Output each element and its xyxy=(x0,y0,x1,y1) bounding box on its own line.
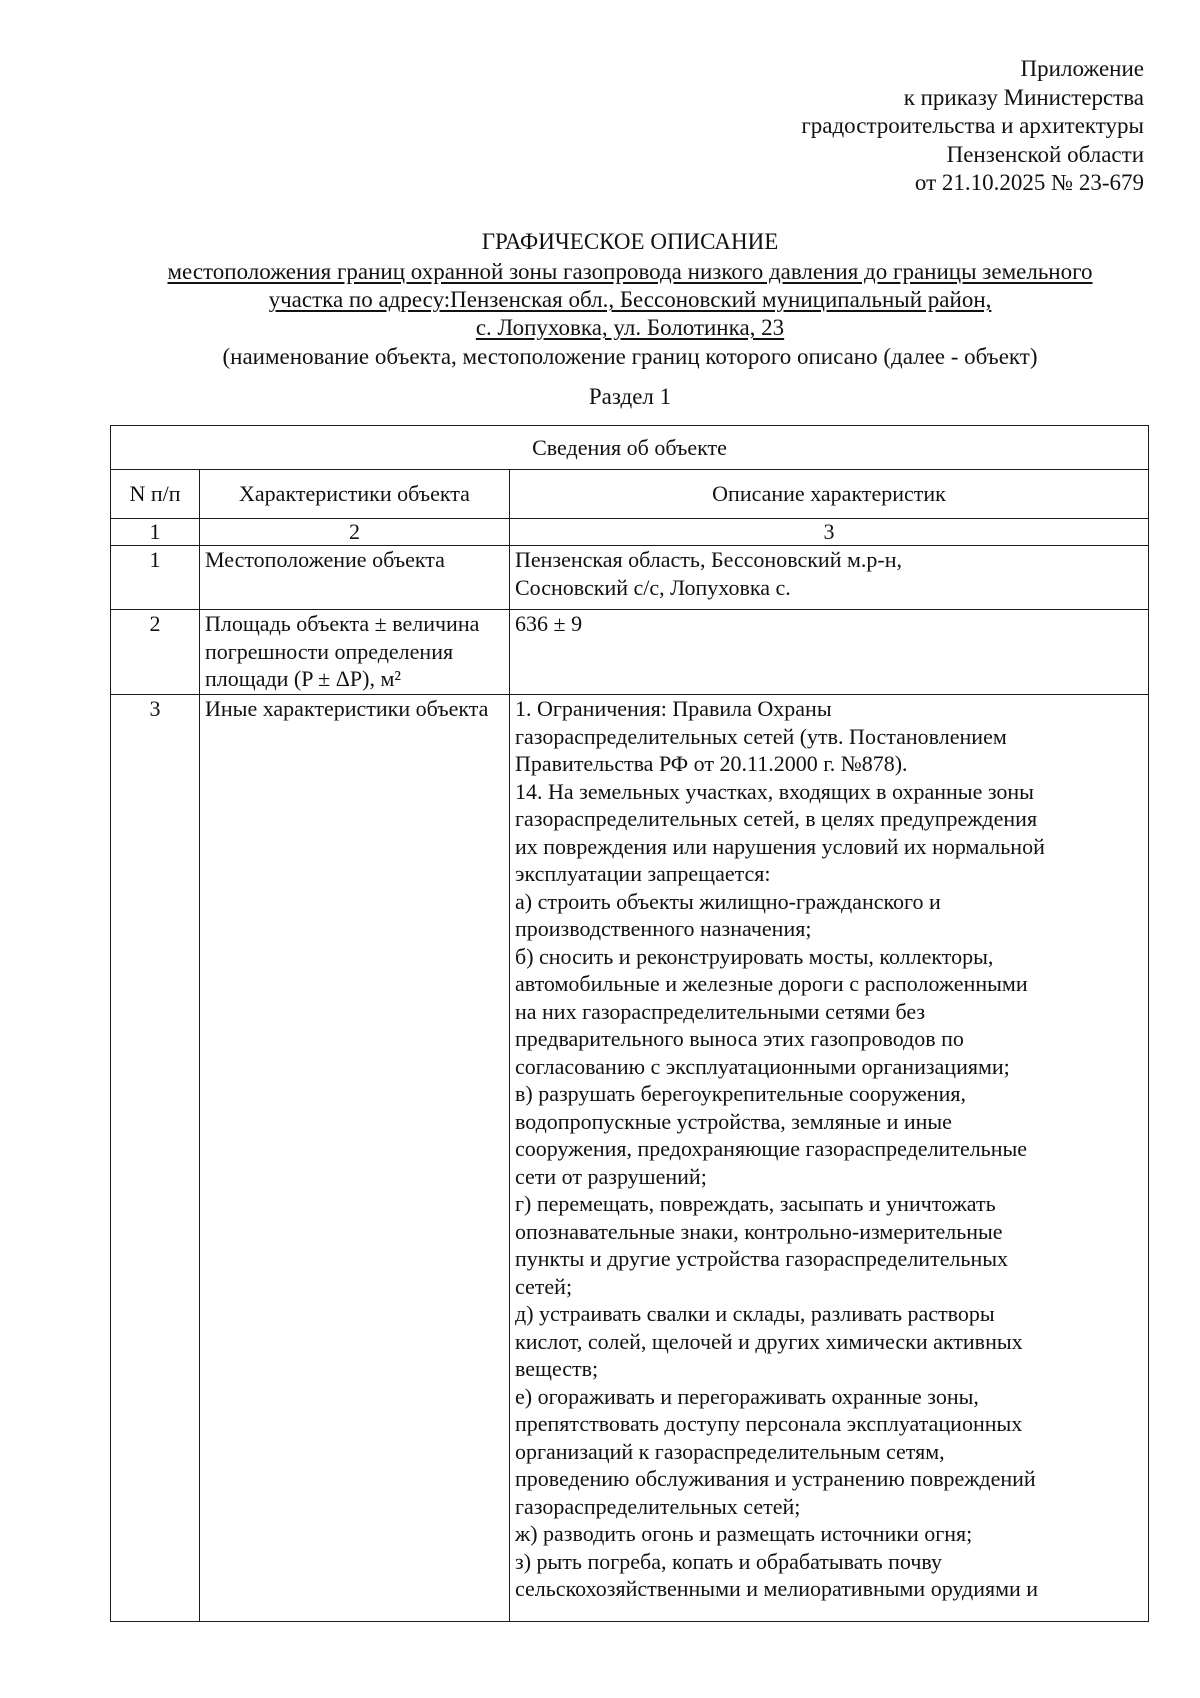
area-value: 636 ± 9 xyxy=(515,611,583,636)
restriction-line: 14. На земельных участках, входящих в охранные зоны xyxy=(515,778,1034,804)
appendix-line: Пензенской области xyxy=(946,141,1144,167)
subtitle-note: (наименование объекта, местоположение границ которого описано (далее - объект) xyxy=(222,344,1038,369)
restriction-line: г) перемещать, повреждать, засыпать и уничтожать xyxy=(515,1191,996,1216)
subtitle-line: участка по адресу:Пензенская обл., Бессоновский муниципальный район, xyxy=(268,287,992,312)
restriction-line: пункты и другие устройства газораспределительных xyxy=(515,1246,1009,1271)
restriction-line: б) сносить и реконструировать мосты, коллекторы, xyxy=(515,943,994,969)
appendix-line: градостроительства и архитектуры xyxy=(801,113,1144,138)
characteristic-line: Площадь объекта ± величина xyxy=(205,611,480,636)
row-characteristic xyxy=(200,610,510,695)
appendix-block xyxy=(664,55,1144,198)
restriction-line: е) огораживать и перегораживать охранные зоны, xyxy=(515,1383,979,1409)
table-row xyxy=(111,695,1149,1622)
restriction-line: газораспределительных сетей; xyxy=(515,1493,801,1519)
object-info-table xyxy=(110,425,1149,1622)
table-row xyxy=(111,546,1149,610)
header-description: Описание характеристик xyxy=(510,470,1149,519)
section-label: Раздел 1 xyxy=(588,384,672,409)
restriction-line: ж) разводить огонь и размещать источники огня; xyxy=(515,1521,973,1546)
row-number: 3 xyxy=(111,695,200,1622)
restrictions-description xyxy=(510,695,1149,1622)
subtitle-line: с. Лопуховка, ул. Болотинка, 23 xyxy=(475,315,785,340)
restriction-line: сетей; xyxy=(515,1273,573,1299)
characteristic-line: погрешности определения xyxy=(205,638,454,664)
row-number: 1 xyxy=(111,546,200,610)
restriction-line: опознавательные знаки, контрольно-измерительные xyxy=(515,1218,1003,1244)
restriction-line: эксплуатации запрещается: xyxy=(515,861,771,886)
characteristic-line: площади (P ± ΔP), м² xyxy=(205,666,401,691)
restriction-line: производственного назначения; xyxy=(515,916,812,941)
restriction-line: проведению обслуживания и устранению повреждений xyxy=(515,1466,1036,1491)
document-subtitle xyxy=(0,258,1200,342)
appendix-order-date-number: от 21.10.2025 № 23-679 xyxy=(914,170,1144,195)
row-number: 2 xyxy=(111,610,200,695)
restriction-line: веществ; xyxy=(515,1356,599,1381)
appendix-line: Приложение xyxy=(1020,56,1144,81)
appendix-line: к приказу Министерства xyxy=(903,84,1144,110)
restriction-line: водопропускные устройства, земляные и иные xyxy=(515,1108,952,1134)
restriction-line: предварительного выноса этих газопроводов по xyxy=(515,1026,964,1051)
restriction-line: в) разрушать берегоукрепительные сооружения, xyxy=(515,1081,966,1106)
table-row xyxy=(111,610,1149,695)
restriction-line: д) устраивать свалки и склады, разливать растворы xyxy=(515,1301,995,1326)
restriction-line: на них газораспределительными сетями без xyxy=(515,998,926,1024)
restriction-line: согласованию с эксплуатационными организациями; xyxy=(515,1053,1010,1079)
column-number: 3 xyxy=(510,519,1149,546)
restriction-line: з) рыть погреба, копать и обрабатывать почву xyxy=(515,1548,943,1574)
row-characteristic: Иные характеристики объекта xyxy=(200,695,510,1622)
description-line: Сосновский с/с, Лопуховка с. xyxy=(515,574,791,600)
restriction-line: их повреждения или нарушения условий их нормальной xyxy=(515,833,1045,859)
restriction-line: газораспределительных сетей, в целях предупреждения xyxy=(515,806,1038,831)
restriction-line: препятствовать доступу персонала эксплуатационных xyxy=(515,1411,1023,1436)
header-number: N п/п xyxy=(111,470,200,519)
row-description xyxy=(510,610,1149,695)
table-caption: Сведения об объекте xyxy=(111,426,1149,470)
restriction-line: 1. Ограничения: Правила Охраны xyxy=(515,696,832,721)
restriction-line: сельскохозяйственными и мелиоративными орудиями и xyxy=(515,1576,1039,1601)
row-description xyxy=(510,546,1149,610)
restriction-line: организаций к газораспределительным сетям, xyxy=(515,1438,945,1464)
column-number: 1 xyxy=(111,519,200,546)
document-title: ГРАФИЧЕСКОЕ ОПИСАНИЕ xyxy=(481,229,779,254)
description-line: Пензенская область, Бессоновский м.р-н, xyxy=(515,547,902,572)
restriction-line: сооружения, предохраняющие газораспределительные xyxy=(515,1136,1028,1161)
restriction-line: а) строить объекты жилищно-гражданского и xyxy=(515,888,941,914)
column-number: 2 xyxy=(200,519,510,546)
table-header-row xyxy=(111,470,1149,519)
column-numbers-row xyxy=(111,519,1149,546)
restriction-line: автомобильные и железные дороги с расположенными xyxy=(515,971,1028,996)
restriction-line: газораспределительных сетей (утв. Постановлением xyxy=(515,723,1007,749)
subtitle-line: местоположения границ охранной зоны газопровода низкого давления до границы земельного xyxy=(167,259,1093,284)
restriction-line: сети от разрушений; xyxy=(515,1163,707,1189)
restriction-line: кислот, солей, щелочей и других химически активных xyxy=(515,1328,1023,1354)
header-characteristic: Характеристики объекта xyxy=(200,470,510,519)
row-characteristic: Местоположение объекта xyxy=(200,546,510,610)
restriction-line: Правительства РФ от 20.11.2000 г. №878). xyxy=(515,751,908,776)
